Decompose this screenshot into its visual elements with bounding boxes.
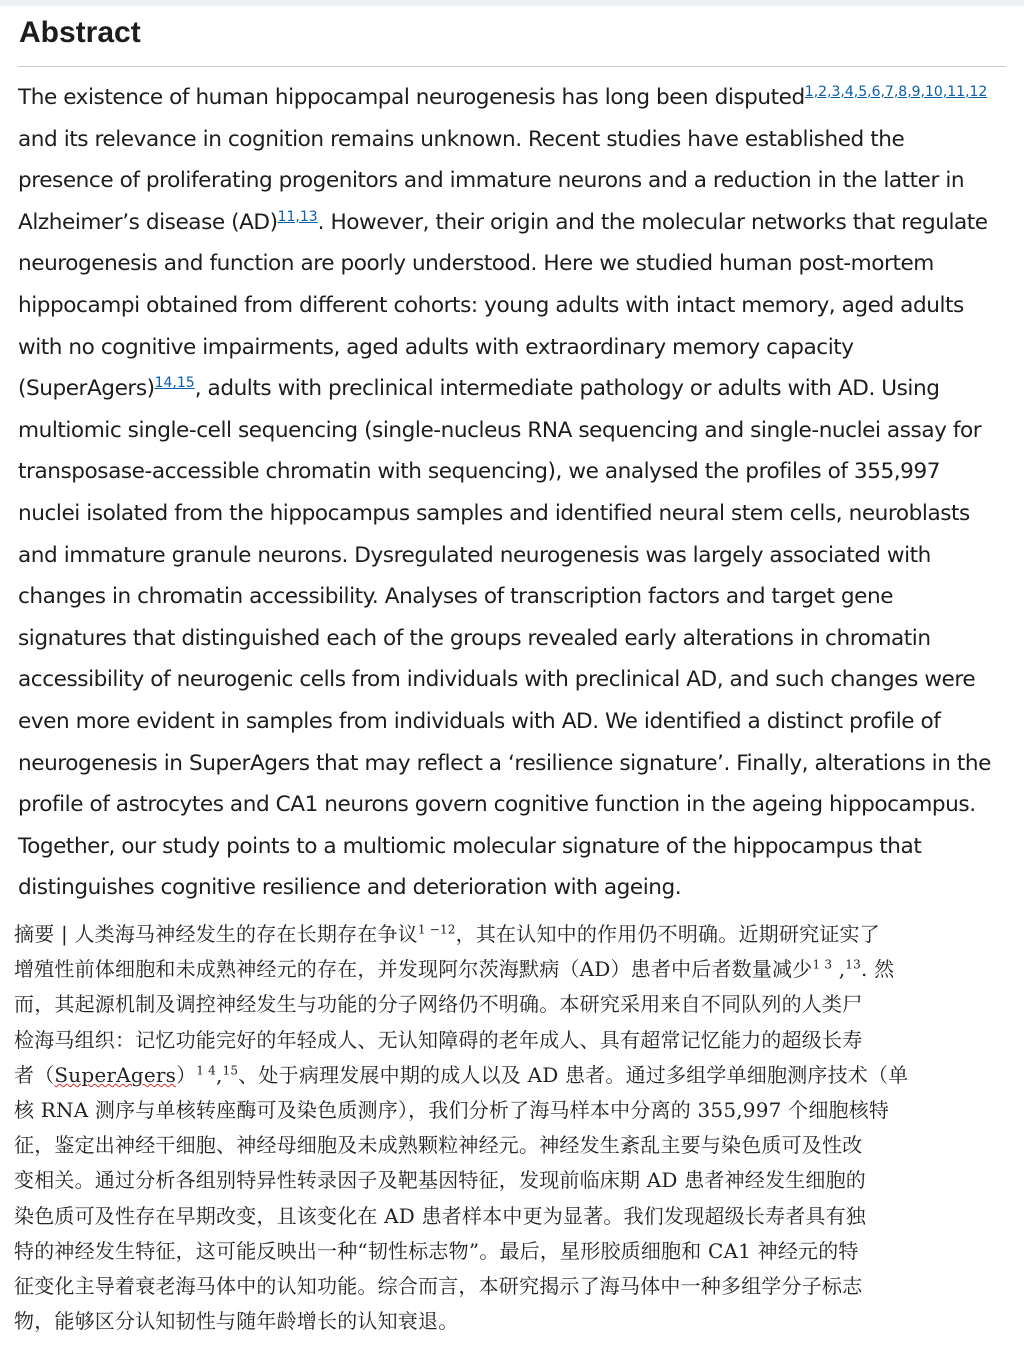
chinese-line-5-mid2: , (215, 1062, 223, 1087)
citation-link-11-13[interactable]: 11,13 (277, 208, 318, 225)
english-line-10: transposase-accessible chromatin with sequencing), we analysed the profiles of 355,997 (18, 459, 941, 485)
english-line-4-pre: Alzheimer’s disease (AD) (18, 209, 278, 235)
chinese-line-9: 染色质可及性存在早期改变，且该变化在 AD 患者样本中更为显著。我们发现超级长寿者具有独 (14, 1203, 866, 1228)
english-line-17: neurogenesis in SuperAgers that may reflect a ‘resilience signature’. Finally, alterations in the (18, 750, 991, 776)
english-line-1-text: The existence of human hippocampal neurogenesis has long been disputed (18, 85, 805, 110)
english-line-1 (18, 77, 1008, 119)
chinese-line-3: 而，其起源机制及调控神经发生与功能的分子网络仍不明确。本研究采用来自不同队列的人类尸 (14, 992, 863, 1017)
english-line-20: distinguishes cognitive resilience and deterioration with ageing. (18, 875, 682, 901)
chinese-line-7: 征，鉴定出神经干细胞、神经母细胞及未成熟颗粒神经元。神经发生紊乱主要与染色质可及性改 (14, 1133, 863, 1158)
chinese-citation-13: 13 (845, 957, 861, 972)
chinese-line-11: 征变化主导着衰老海马体中的认知功能。综合而言，本研究揭示了海马体中一种多组学分子标志 (14, 1273, 863, 1298)
chinese-line-6: 核 RNA 测序与单核转座酶可及染色质测序），我们分析了海马样本中分离的 355,997 个细胞核特 (14, 1097, 890, 1122)
english-line-19: Together, our study points to a multiomic molecular signature of the hippocampus that (18, 833, 922, 859)
chinese-line-5-post: 、处于病理发展中期的成人以及 AD 患者。通过多组学单细胞测序技术（单 (238, 1062, 909, 1087)
english-line-13: changes in chromatin accessibility. Analyses of transcription factors and target gene (18, 584, 894, 610)
english-line-11: nuclei isolated from the hippocampus samples and identified neural stem cells, neuroblasts (18, 500, 970, 526)
chinese-line-2-post: . 然 (860, 957, 895, 982)
english-line-8-post: , adults with preclinical intermediate pathology or adults with AD. Using (194, 376, 940, 402)
english-line-6: hippocampi obtained from different cohorts: young adults with intact memory, aged adults (18, 292, 964, 318)
chinese-line-10: 特的神经发生特征，这可能反映出一种“韧性标志物”。最后，星形胶质细胞和 CA1 神经元的特 (14, 1238, 859, 1263)
english-line-8-pre: (SuperAgers) (18, 376, 155, 402)
top-strip (0, 0, 1024, 6)
english-line-7: with no cognitive impairments, aged adults with extraordinary memory capacity (18, 334, 854, 360)
english-line-3: presence of proliferating progenitors and immature neurons and a reduction in the latter in (18, 168, 965, 194)
chinese-line-2-mid: , (832, 957, 846, 982)
chinese-line-1 (14, 917, 1018, 952)
chinese-citation-1-3: 1 3 (812, 957, 833, 972)
chinese-line-2-text: 增殖性前体细胞和未成熟神经元的存在，并发现阿尔茨海默病（AD）患者中后者数量减少 (14, 957, 813, 982)
chinese-abstract (14, 917, 1018, 1339)
english-abstract (18, 77, 1008, 909)
abstract-heading: Abstract (19, 16, 141, 49)
english-line-14: signatures that distinguished each of the groups revealed early alterations in chromatin (18, 625, 931, 651)
chinese-line-12: 物，能够区分认知韧性与随年龄增长的认知衰退。 (14, 1309, 459, 1334)
abstract-section (18, 10, 1008, 909)
english-line-18: profile of astrocytes and CA1 neurons govern cognitive function in the ageing hippocampus. (18, 792, 976, 818)
chinese-line-5-pre: 者（ (14, 1062, 55, 1087)
chinese-citation-14: 1 4 (196, 1063, 216, 1078)
heading-divider (18, 66, 1006, 67)
english-line-5: neurogenesis and function are poorly understood. Here we studied human post-mortem (18, 251, 934, 277)
chinese-line-1-text: 摘要 | 人类海马神经发生的存在长期存在争议 (14, 922, 418, 946)
chinese-line-4: 检海马组织：记忆功能完好的年轻成人、无认知障碍的老年成人、具有超常记忆能力的超级长寿 (14, 1027, 863, 1052)
english-line-8 (18, 368, 1008, 410)
chinese-line-8: 变相关。通过分析各组别特异性转录因子及靶基因特征，发现前临床期 AD 患者神经发生细胞的 (14, 1168, 866, 1193)
english-line-2: and its relevance in cognition remains unknown. Recent studies have established the (18, 126, 905, 152)
english-line-16: even more evident in samples from individuals with AD. We identified a distinct profile of (18, 708, 941, 734)
english-line-4-post: . However, their origin and the molecular networks that regulate (317, 209, 988, 235)
superagers-spellcheck-word: SuperAgers (54, 1062, 177, 1087)
citation-link-1-12[interactable]: 1,2,3,4,5,6,7,8,9,10,11,12 (804, 83, 988, 100)
chinese-line-2 (14, 952, 1018, 987)
chinese-line-5 (14, 1058, 1018, 1093)
english-line-4 (18, 202, 1008, 244)
english-line-12: and immature granule neurons. Dysregulated neurogenesis was largely associated with (18, 542, 931, 568)
chinese-citation-1-12: 1 −12 (417, 922, 456, 937)
chinese-line-5-mid: ） (176, 1062, 197, 1087)
english-line-15: accessibility of neurogenic cells from individuals with preclinical AD, and such changes were (18, 667, 976, 693)
chinese-citation-15: 15 (222, 1063, 239, 1078)
english-line-9: multiomic single-cell sequencing (single-nucleus RNA sequencing and single-nuclei assay for (18, 417, 982, 443)
citation-link-14-15[interactable]: 14,15 (154, 374, 195, 391)
chinese-line-1-post: ，其在认知中的作用仍不明确。近期研究证实了 (455, 922, 880, 946)
